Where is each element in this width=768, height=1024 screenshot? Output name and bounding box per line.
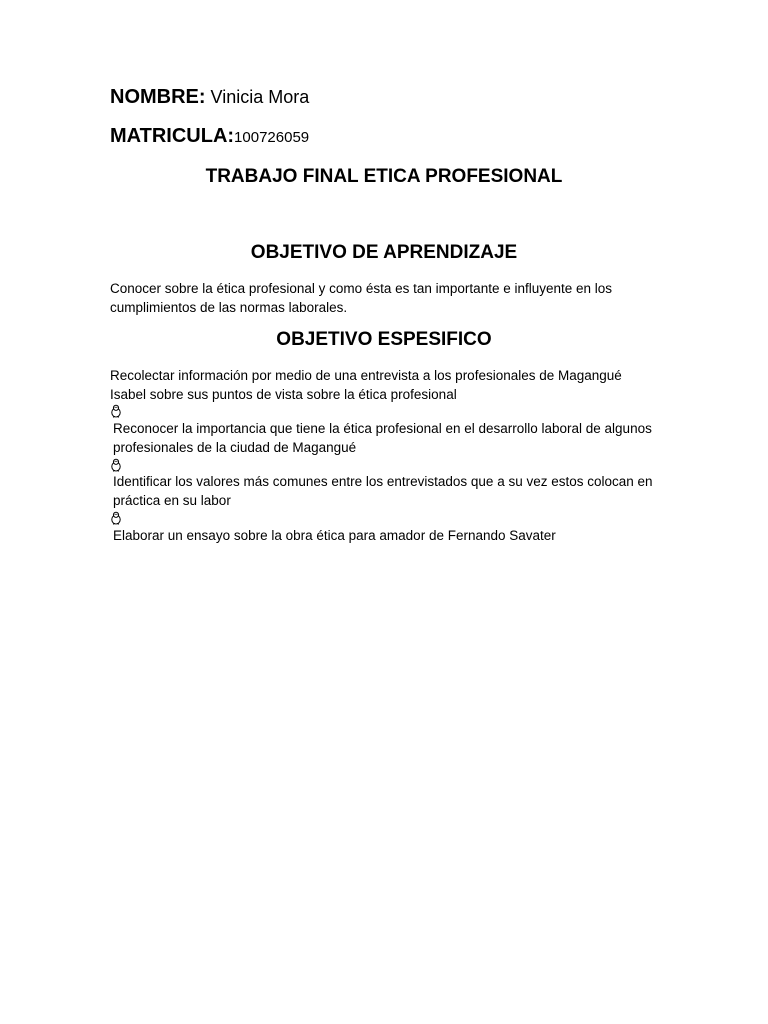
document-title: TRABAJO FINAL ETICA PROFESIONAL bbox=[205, 166, 563, 187]
name-line bbox=[110, 86, 309, 109]
penguin-icon bbox=[110, 404, 122, 418]
name-label: NOMBRE: bbox=[110, 86, 206, 108]
bullet-1 bbox=[110, 404, 122, 418]
specific-objective-heading: OBJETIVO ESPESIFICO bbox=[276, 329, 492, 350]
id-value: 100726059 bbox=[234, 129, 310, 146]
penguin-icon bbox=[110, 458, 122, 472]
specific-objective-item: Identificar los valores más comunes entre los entrevistados que a su vez estos colocan en práctica en su labor bbox=[113, 474, 653, 508]
id-line bbox=[110, 125, 309, 148]
learning-objective-text: Conocer sobre la ética profesional y como ésta es tan importante e influyente en los cumplimientos de las normas laborales. bbox=[110, 281, 613, 315]
penguin-icon bbox=[110, 511, 122, 525]
bullet-2 bbox=[110, 458, 122, 472]
learning-objective-heading: OBJETIVO DE APRENDIZAJE bbox=[250, 242, 518, 263]
name-value: Vinicia Mora bbox=[205, 87, 310, 107]
id-label: MATRICULA: bbox=[110, 125, 235, 147]
specific-objective-item: Elaborar un ensayo sobre la obra ética para amador de Fernando Savater bbox=[113, 528, 556, 543]
specific-objective-intro: Recolectar información por medio de una entrevista a los profesionales de Magangué Isabel sobre sus puntos de vista sobre la ética profesional bbox=[110, 368, 622, 402]
specific-objective-item: Reconocer la importancia que tiene la ética profesional en el desarrollo laboral de algunos profesionales de la ciudad de Magangué bbox=[113, 421, 652, 455]
bullet-3 bbox=[110, 511, 122, 525]
